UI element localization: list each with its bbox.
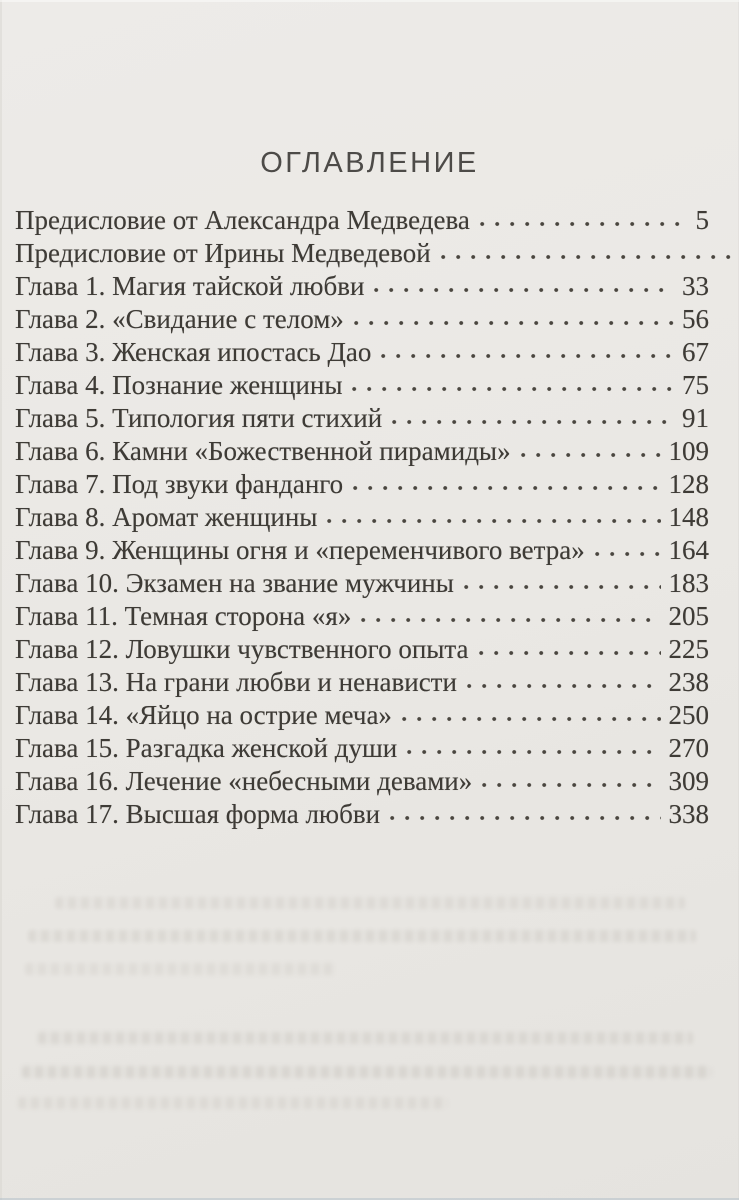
toc-entry-page: 164 (668, 535, 709, 565)
toc-entry-page: 33 (682, 271, 709, 301)
toc-entry (15, 335, 709, 368)
dot-leader (595, 550, 661, 558)
toc-entry-page: 5 (695, 205, 709, 235)
toc-entry (15, 203, 709, 236)
toc-entry-label: Глава 16. Лечение «небесными девами» (15, 766, 473, 796)
ghost-line (25, 963, 335, 975)
toc-entry-page: 238 (668, 667, 709, 697)
dot-leader (464, 583, 661, 591)
toc-entry-label: Глава 13. На грани любви и ненависти (15, 667, 457, 697)
toc-entry-page: 250 (668, 700, 709, 730)
toc-entry-label: Предисловие от Ирины Медведевой (15, 238, 431, 268)
toc-entry-label: Глава 5. Типология пяти стихий (15, 403, 383, 433)
toc-entry-page: 109 (668, 436, 709, 466)
ghost-line (55, 897, 685, 909)
toc-entry-label: Глава 15. Разгадка женской души (15, 733, 398, 763)
toc-entry-page: 205 (668, 601, 709, 631)
dot-leader (352, 385, 674, 393)
toc-entry-label: Глава 17. Высшая форма любви (15, 799, 381, 829)
toc-entry-page: 225 (668, 634, 709, 664)
toc-entry-label: Глава 7. Под звуки фанданго (15, 469, 344, 499)
toc-entry (15, 401, 709, 434)
dot-leader (480, 220, 688, 228)
toc-entry-label: Глава 11. Темная сторона «я» (15, 601, 352, 631)
toc-entry (15, 797, 709, 830)
toc-entry (15, 566, 709, 599)
dot-leader (381, 352, 674, 360)
dot-leader (482, 781, 660, 789)
toc-entry-page: 148 (668, 502, 709, 532)
toc-entry-label: Глава 6. Камни «Божественной пирамиды» (15, 436, 511, 466)
dot-leader (390, 814, 660, 822)
dot-leader (392, 418, 674, 426)
toc-entry-page: 309 (668, 766, 709, 796)
toc-entry-label: Глава 1. Магия тайской любви (15, 271, 365, 301)
toc-entry (15, 533, 709, 566)
page-title: ОГЛАВЛЕНИЕ (260, 147, 479, 179)
dot-leader (441, 253, 739, 261)
toc-entry-page: 67 (682, 337, 709, 367)
dot-leader (407, 748, 660, 756)
toc-entry-label: Глава 14. «Яйцо на острие меча» (15, 700, 392, 730)
toc-entry-label: Глава 10. Экзамен на звание мужчины (15, 568, 454, 598)
toc-list (15, 203, 709, 830)
toc-entry-page: 75 (682, 370, 709, 400)
toc-entry (15, 500, 709, 533)
dot-leader (361, 616, 660, 624)
ghost-line (28, 930, 696, 942)
dot-leader (467, 682, 661, 690)
dot-leader (327, 517, 660, 525)
toc-entry (15, 764, 709, 797)
toc-entry (15, 302, 709, 335)
dot-leader (374, 286, 674, 294)
toc-entry-label: Глава 4. Познание женщины (15, 370, 343, 400)
toc-entry (15, 269, 709, 302)
dot-leader (521, 451, 661, 459)
toc-entry-label: Глава 8. Аромат женщины (15, 502, 318, 532)
toc-entry (15, 467, 709, 500)
toc-entry-page: 338 (668, 799, 709, 829)
ghost-line (18, 1097, 448, 1109)
toc-entry-page: 270 (668, 733, 709, 763)
dot-leader (354, 319, 674, 327)
toc-entry (15, 731, 709, 764)
ghost-line (22, 1066, 712, 1078)
toc-entry-label: Глава 3. Женская ипостась Дао (15, 337, 372, 367)
toc-entry (15, 599, 709, 632)
toc-entry (15, 434, 709, 467)
toc-entry (15, 236, 709, 269)
toc-entry-page: 183 (668, 568, 709, 598)
toc-entry (15, 665, 709, 698)
dot-leader (353, 484, 660, 492)
ghost-line (38, 1032, 693, 1044)
toc-entry-page: 128 (668, 469, 709, 499)
toc-entry-label: Предисловие от Александра Медведева (15, 205, 470, 235)
dot-leader (479, 649, 661, 657)
toc-entry (15, 368, 709, 401)
toc-entry-page: 56 (682, 304, 709, 334)
toc-entry-label: Глава 2. «Свидание с телом» (15, 304, 344, 334)
toc-entry (15, 698, 709, 731)
dot-leader (402, 715, 661, 723)
toc-entry (15, 632, 709, 665)
toc-entry-page: 91 (682, 403, 709, 433)
toc-entry-label: Глава 9. Женщины огня и «переменчивого ветра» (15, 535, 585, 565)
toc-entry-label: Глава 12. Ловушки чувственного опыта (15, 634, 469, 664)
